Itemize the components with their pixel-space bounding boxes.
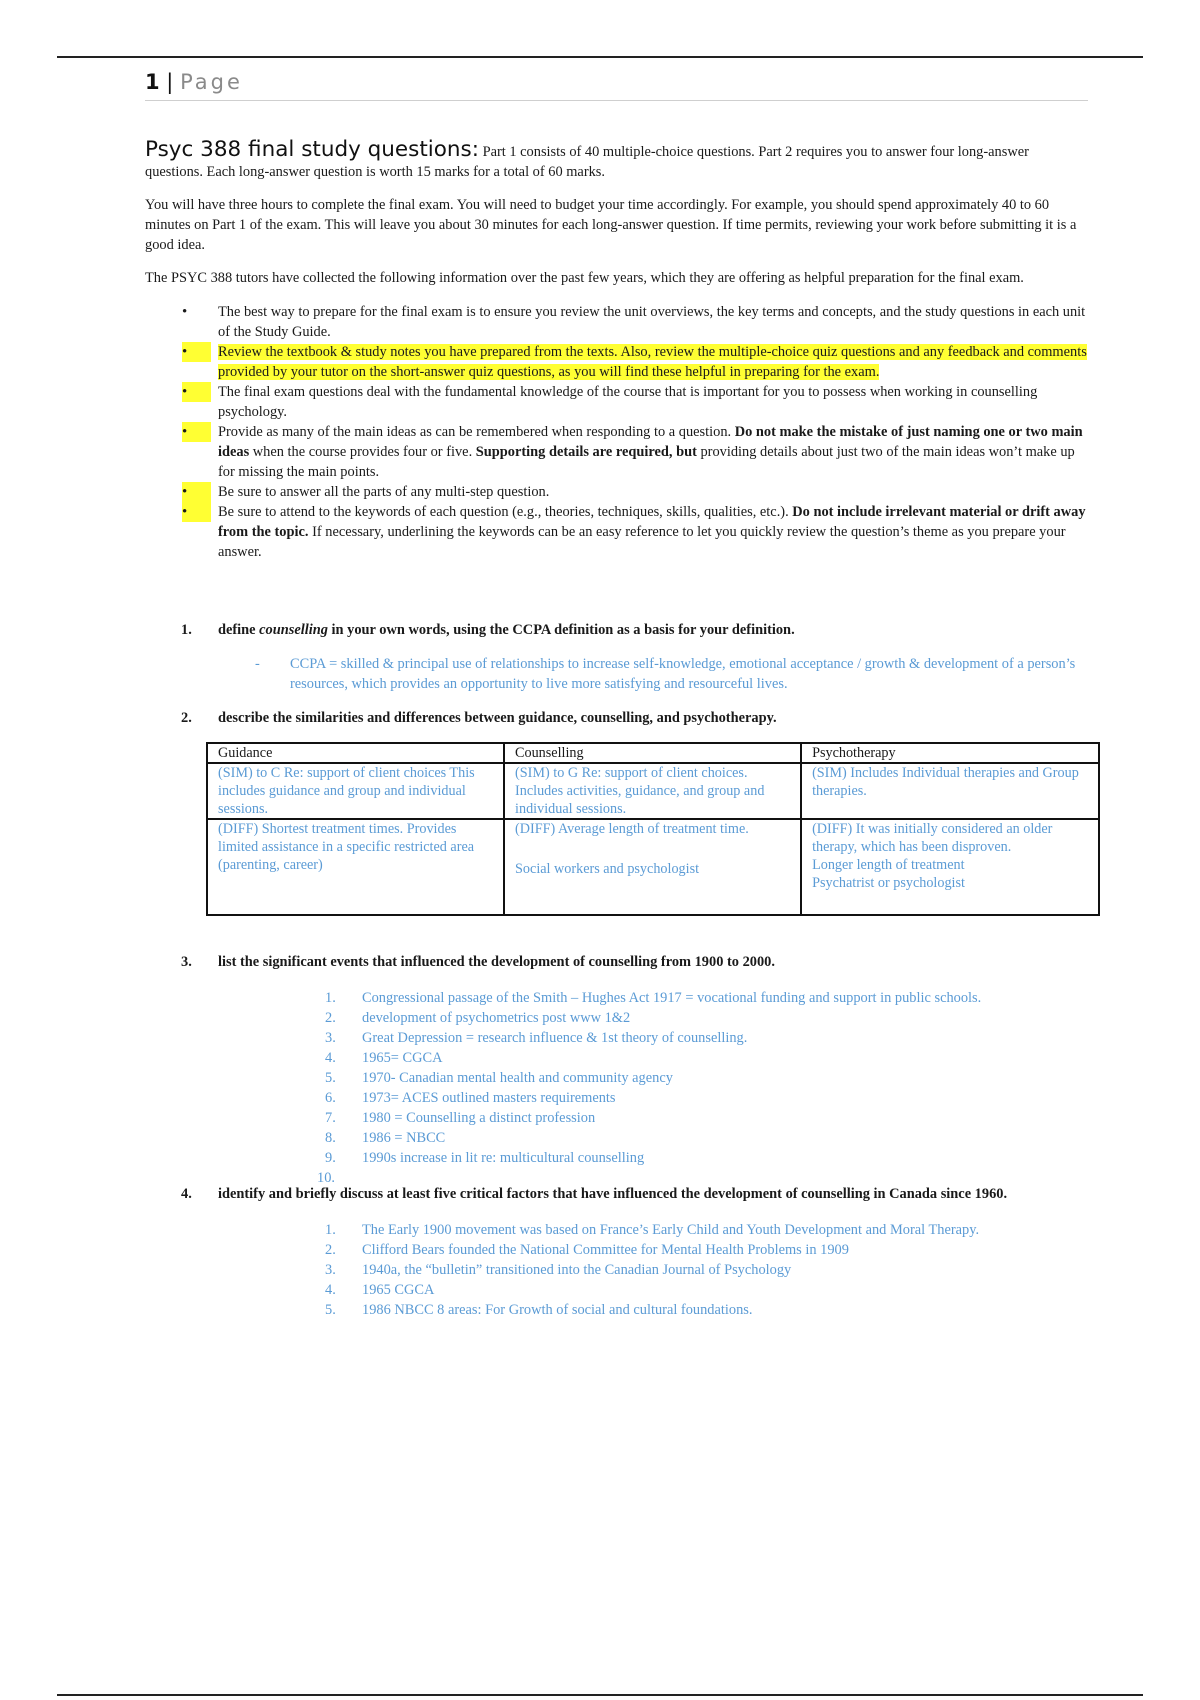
- bullet-icon: •: [182, 482, 211, 502]
- list-text: development of psychometrics post www 1&2: [362, 1010, 631, 1026]
- list-number: 8.: [325, 1130, 336, 1146]
- question-1-text: [145, 620, 1088, 640]
- list-item: [145, 1300, 1088, 1320]
- intro-text: Part 1 consists of 40 multiple-choice questions. Part 2 requires you to answer four long-answer questions. Each long-answer question is worth 15 marks for a total of 60 marks.: [145, 144, 1029, 180]
- list-item: [145, 988, 1088, 1008]
- header-guidance: Guidance: [207, 743, 504, 763]
- table-row-differences: [207, 819, 1099, 915]
- header-psychotherapy: Psychotherapy: [801, 743, 1099, 763]
- table-cell: (SIM) Includes Individual therapies and Group therapies.: [801, 763, 1099, 819]
- tip-item: [145, 302, 1088, 342]
- top-border-line: [57, 56, 1143, 58]
- list-number: 2.: [325, 1242, 336, 1258]
- table-cell: (SIM) to G Re: support of client choices. Includes activities, guidance, and group and individual sessions.: [504, 763, 801, 819]
- cell-line: Longer length of treatment: [812, 857, 965, 873]
- list-item: [145, 1068, 1088, 1088]
- question-text: list the significant events that influenced the development of counselling from 1900 to 2000.: [218, 954, 775, 970]
- question-number: 4.: [181, 1186, 192, 1202]
- question-2-text: [145, 708, 1088, 728]
- tip-item: [145, 342, 1088, 382]
- bullet-icon: •: [182, 382, 211, 402]
- tip-bold-text: Supporting details are required, but: [475, 444, 697, 460]
- list-number: 9.: [325, 1150, 336, 1166]
- list-text: Congressional passage of the Smith – Hughes Act 1917 = vocational funding and support in public schools.: [362, 990, 982, 1006]
- question-4-answer-list: [145, 1220, 1088, 1320]
- bullet-icon: •: [182, 342, 211, 362]
- list-number: 1.: [325, 990, 336, 1006]
- list-text: 1990s increase in lit re: multicultural counselling: [362, 1150, 645, 1166]
- tip-text: If necessary, underlining the keywords can be an easy reference to let you quickly review the question’s theme as you prepare your answer.: [218, 524, 1066, 560]
- list-text: The Early 1900 movement was based on France’s Early Child and Youth Development and Moral Therapy.: [362, 1222, 980, 1238]
- tip-text: Be sure to attend to the keywords of each question (e.g., theories, techniques, skills, qualities, etc.).: [218, 504, 793, 520]
- tip-bold-text: Do not include irrelevant material or drift away from the topic.: [218, 504, 1086, 540]
- dash-bullet: -: [255, 656, 260, 672]
- question-1: [145, 620, 1088, 694]
- list-number: 5.: [325, 1302, 336, 1318]
- list-number: 2.: [325, 1010, 336, 1026]
- time-paragraph: You will have three hours to complete the final exam. You will need to budget your time accordingly. For example, you should spend approximately 40 to 60 minutes on Part 1 of the exam. This will leave you about 30 minutes for each long-answer question. If time permits, reviewing your work before submitting it is a good idea.: [145, 197, 1077, 253]
- page-label: Page: [180, 70, 243, 94]
- bullet-icon: •: [182, 422, 211, 442]
- list-item: [145, 1240, 1088, 1260]
- header-counselling: Counselling: [504, 743, 801, 763]
- list-item: [145, 1048, 1088, 1068]
- list-text: 1986 NBCC 8 areas: For Growth of social and cultural foundations.: [362, 1302, 753, 1318]
- list-number: 3.: [325, 1030, 336, 1046]
- question-4: [145, 1184, 1088, 1320]
- question-4-text: [145, 1184, 1088, 1204]
- table-cell: [801, 819, 1099, 915]
- list-item: [145, 1220, 1088, 1240]
- page-number: 1: [145, 70, 160, 94]
- tips-list: [145, 302, 1088, 562]
- list-item: [145, 1088, 1088, 1108]
- list-number: 3.: [325, 1262, 336, 1278]
- table-cell: (SIM) to C Re: support of client choices This includes guidance and group and individual sessions.: [207, 763, 504, 819]
- list-text: 1965= CGCA: [362, 1050, 443, 1066]
- bullet-icon: •: [182, 502, 211, 522]
- tutors-paragraph: The PSYC 388 tutors have collected the following information over the past few years, which they are offering as helpful preparation for the final exam.: [145, 270, 1024, 286]
- table-header-row: [207, 743, 1099, 763]
- list-number: 4.: [325, 1282, 336, 1298]
- tip-item: [145, 502, 1088, 562]
- list-text: 1973= ACES outlined masters requirements: [362, 1090, 616, 1106]
- table-cell: [504, 819, 801, 915]
- comparison-table: [206, 742, 1100, 916]
- page-header: [145, 70, 1088, 101]
- list-text: 1980 = Counselling a distinct profession: [362, 1110, 596, 1126]
- question-3: [145, 952, 1088, 1186]
- document-title: Psyc 388 final study questions:: [145, 137, 479, 162]
- cell-line: (DIFF) It was initially considered an older therapy, which has been disproven.: [812, 821, 1053, 855]
- tip-item: [145, 482, 1088, 502]
- tip-text: The final exam questions deal with the fundamental knowledge of the course that is important for you to possess when working in counselling psychology.: [218, 384, 1038, 420]
- tip-text: providing details about just two of the main ideas won’t make up for missing the main points.: [218, 444, 1075, 480]
- question-text: identify and briefly discuss at least five critical factors that have influenced the development of counselling in Canada since 1960.: [218, 1186, 1008, 1202]
- question-text: in your own words, using the CCPA definition as a basis for your definition.: [327, 622, 795, 638]
- list-number: 6.: [325, 1090, 336, 1106]
- list-number: 4.: [325, 1050, 336, 1066]
- table-row-similarities: [207, 763, 1099, 819]
- tip-text-highlighted: Review the textbook & study notes you have prepared from the texts. Also, review the multiple-choice quiz questions and any feedback and comments provided by your tutor on the short-answer quiz questions, as you will find these helpful in preparing for the exam.: [218, 344, 1087, 380]
- list-text: Clifford Bears founded the National Committee for Mental Health Problems in 1909: [362, 1242, 849, 1258]
- list-item: [145, 1280, 1088, 1300]
- tip-bold-text: Do not make the mistake of just naming one or two main ideas: [218, 424, 1083, 460]
- question-2: [145, 708, 1088, 916]
- intro-paragraph: [145, 137, 1088, 182]
- question-3-text: [145, 952, 1088, 972]
- list-item: [145, 1028, 1088, 1048]
- tip-item: [145, 382, 1088, 422]
- answer-text: CCPA = skilled & principal use of relationships to increase self-knowledge, emotional acceptance / growth & development of a person’s resources, which provides an opportunity to live more satisfying and resourceful lives.: [290, 656, 1076, 692]
- tip-text: Provide as many of the main ideas as can be remembered when responding to a question.: [218, 424, 735, 440]
- question-number: 2.: [181, 710, 192, 726]
- question-text: define: [218, 622, 260, 638]
- table-cell: (DIFF) Shortest treatment times. Provides limited assistance in a specific restricted area (parenting, career): [207, 819, 504, 915]
- question-number: 3.: [181, 954, 192, 970]
- list-text: 1965 CGCA: [362, 1282, 435, 1298]
- question-1-answer: [145, 654, 1088, 694]
- list-item: [145, 1260, 1088, 1280]
- cell-line: Social workers and psychologist: [515, 861, 700, 877]
- tip-text: Be sure to answer all the parts of any multi-step question.: [218, 484, 550, 500]
- page-separator: |: [159, 70, 181, 94]
- cell-line: Psychatrist or psychologist: [812, 875, 965, 891]
- list-number: 5.: [325, 1070, 336, 1086]
- tip-item: [145, 422, 1088, 482]
- list-item: [145, 1108, 1088, 1128]
- list-text: 1986 = NBCC: [362, 1130, 446, 1146]
- list-item: [145, 1008, 1088, 1028]
- list-item: [145, 1128, 1088, 1148]
- bottom-border-line: [57, 1694, 1143, 1696]
- list-text: 1970- Canadian mental health and community agency: [362, 1070, 673, 1086]
- tip-text: The best way to prepare for the final exam is to ensure you review the unit overviews, the key terms and concepts, and the study questions in each unit of the Study Guide.: [218, 304, 1086, 340]
- question-number: 1.: [181, 622, 192, 638]
- question-3-answer-list: [145, 988, 1088, 1186]
- bullet-icon: •: [182, 304, 188, 320]
- list-item: [145, 1148, 1088, 1168]
- cell-line: (DIFF) Average length of treatment time.: [515, 821, 749, 837]
- question-text: describe the similarities and differences between guidance, counselling, and psychotherapy.: [218, 710, 777, 726]
- list-number: 10.: [317, 1170, 335, 1186]
- tip-text: when the course provides four or five.: [249, 444, 476, 460]
- list-text: Great Depression = research influence & 1st theory of counselling.: [362, 1030, 748, 1046]
- list-number: 1.: [325, 1222, 336, 1238]
- document-body: [145, 137, 1088, 1320]
- list-text: 1940a, the “bulletin” transitioned into the Canadian Journal of Psychology: [362, 1262, 792, 1278]
- question-italic-term: counselling: [259, 622, 328, 638]
- list-number: 7.: [325, 1110, 336, 1126]
